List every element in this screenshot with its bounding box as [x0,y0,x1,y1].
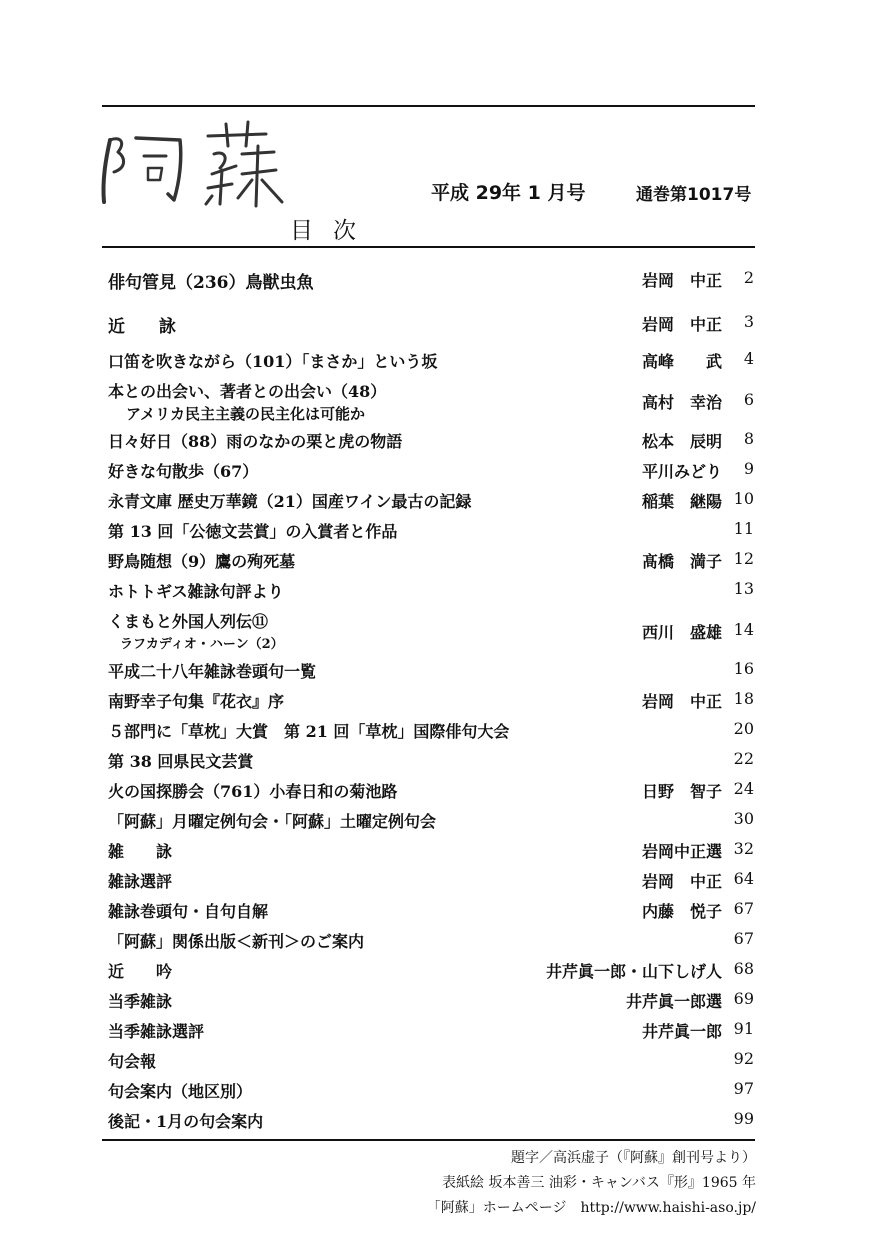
toc-author: 岩岡 中正 [641,872,722,891]
toc-row [108,606,754,656]
toc-author: 日野 智子 [641,782,722,801]
toc-row [108,1076,754,1106]
toc-page-number: 22 [733,749,754,768]
toc-title [108,779,397,802]
toc-title [108,959,172,982]
toc-title [108,659,316,682]
toc-page-number: 12 [733,549,754,568]
toc-row [108,746,754,776]
toc-title-text: 雑詠選評 [108,872,173,891]
toc-title-text: 近 吟 [108,962,173,981]
header-divider [102,246,755,248]
colophon [427,1146,756,1221]
toc-author: 松本 辰明 [641,432,722,451]
toc-author: 平川みどり [641,462,722,481]
toc-page-number: 3 [743,312,754,331]
toc-author: 高村 幸治 [641,393,722,412]
toc-page-number: 64 [733,869,754,888]
toc-title-text: 好きな句散歩（67） [108,462,259,481]
toc-author: 岩岡 中正 [641,692,722,711]
toc-row [108,546,754,576]
toc-row [108,302,754,346]
toc-author: 西川 盛雄 [641,623,722,642]
toc-title-text: ５部門に「草枕」大賞 第 21 回「草枕」国際俳句大会 [108,722,510,741]
toc-row [108,806,754,836]
toc-page-number: 24 [733,779,754,798]
toc-subtitle: ラフカディオ・ハーン（2） [120,637,284,652]
toc-page-number: 4 [743,349,754,368]
toc-author: 岩岡 中正 [641,271,722,290]
toc-title [108,749,253,772]
toc-title-text: 平成二十八年雑詠巻頭句一覧 [108,662,317,681]
top-rule [102,105,755,107]
toc-title-text: 俳句管見（236）鳥獣虫魚 [108,273,314,293]
toc-row [108,836,754,866]
toc-author: 岩岡中正選 [641,842,722,861]
toc-page-number: 99 [733,1109,754,1128]
bottom-rule [102,1139,755,1141]
toc-title-text: 南野幸子句集『花衣』序 [108,692,285,711]
toc-author: 内藤 悦子 [641,902,722,921]
toc-page-number: 67 [733,929,754,948]
toc-page-number: 2 [743,268,754,287]
aso-calligraphy-logo [96,118,296,210]
toc-page-number: 14 [733,620,754,639]
toc-title [108,839,172,862]
mokuji-heading: 目次 [290,218,376,244]
toc-row [108,258,754,302]
toc-title [108,1049,156,1072]
toc-author: 井芹眞一郎 [641,1022,722,1041]
table-of-contents [108,258,754,1136]
toc-title [108,1109,263,1132]
toc-title-text: ホトトギス雑詠句評より [108,582,284,601]
toc-page-number: 30 [733,809,754,828]
issue-total-number: 通巻第1017号 [636,185,752,205]
toc-author: 髙橋 満子 [641,552,722,571]
toc-title [108,929,364,952]
toc-title-text: 第 38 回県民文芸賞 [108,752,254,771]
toc-title-text: 句会案内（地区別） [108,1082,253,1101]
toc-title [108,549,295,572]
toc-row [108,986,754,1016]
toc-author: 稲葉 継陽 [641,492,722,511]
toc-title [108,579,284,602]
toc-title-text: 口笛を吹きながら（101）「まさか」という坂 [108,352,438,371]
toc-row [108,516,754,546]
toc-row [108,486,754,516]
toc-title-text: 句会報 [108,1052,157,1071]
toc-subtitle: アメリカ民主主義の民主化は可能か [126,405,365,423]
toc-title-text: 近 詠 [108,317,176,337]
toc-row [108,576,754,606]
toc-row [108,1016,754,1046]
toc-row [108,896,754,926]
issue-date: 平成 29年 1 月号 [431,182,586,204]
toc-row [108,656,754,686]
toc-title [108,719,509,742]
toc-row [108,426,754,456]
toc-title-text: 永青文庫 歴史万華鏡（21）国産ワイン最古の記録 [108,492,472,511]
toc-title [108,869,172,892]
toc-page-number: 6 [743,390,754,409]
toc-page-number: 97 [733,1079,754,1098]
toc-title [108,609,284,652]
toc-page-number: 18 [733,689,754,708]
toc-row [108,926,754,956]
toc-title-text: 当季雑詠 [108,992,173,1011]
toc-title [108,519,397,542]
toc-title [108,1079,252,1102]
toc-row [108,376,754,426]
toc-title-text: 雑詠巻頭句・自句自解 [108,902,269,921]
toc-page-number: 32 [733,839,754,858]
toc-title [108,489,471,512]
toc-page-number: 68 [733,959,754,978]
colophon-homepage: 「阿蘇」ホームページ http://www.haishi-aso.jp/ [426,1200,756,1216]
toc-title [108,1019,204,1042]
toc-title-text: 「阿蘇」月曜定例句会・「阿蘇」土曜定例句会 [108,812,437,831]
toc-row [108,346,754,376]
toc-row [108,716,754,746]
toc-page-number: 67 [733,899,754,918]
toc-page-number: 92 [733,1049,754,1068]
toc-row [108,956,754,986]
toc-author: 高峰 武 [641,352,722,371]
toc-title [108,312,176,337]
toc-title [108,379,386,424]
toc-title-text: 雑 詠 [108,842,173,861]
toc-row [108,686,754,716]
toc-title-text: 野鳥随想（9）鷹の殉死墓 [108,552,296,571]
toc-title [108,989,172,1012]
colophon-cover-art: 表紙絵 坂本善三 油彩・キャンバス『形』1965 年 [442,1175,756,1191]
toc-title [108,809,436,832]
toc-page-number: 91 [733,1019,754,1038]
toc-title-text: 当季雑詠選評 [108,1022,205,1041]
toc-page-number: 16 [733,659,754,678]
toc-title-text: 後記・1月の句会案内 [108,1112,264,1131]
toc-title-text: 日々好日（88）雨のなかの栗と虎の物語 [108,432,403,451]
toc-title [108,689,284,712]
toc-page-number: 69 [733,989,754,1008]
toc-title [108,349,437,372]
toc-page-number: 9 [743,459,754,478]
toc-row [108,776,754,806]
toc-author: 井芹眞一郎・山下しげ人 [545,962,722,981]
toc-title-text: 「阿蘇」関係出版＜新刊＞のご案内 [108,932,365,951]
toc-title-text: 本との出会い、著者との出会い（48） [108,382,387,401]
toc-page-number: 20 [733,719,754,738]
toc-author: 岩岡 中正 [641,315,722,334]
toc-title-text: 第 13 回「公徳文芸賞」の入賞者と作品 [108,522,398,541]
toc-row [108,456,754,486]
toc-row [108,866,754,896]
toc-row [108,1046,754,1076]
toc-page-number: 13 [733,579,754,598]
toc-row [108,1106,754,1136]
toc-title-text: くまもと外国人列伝⑪ [108,612,269,631]
toc-page-number: 10 [733,489,754,508]
toc-title [108,429,402,452]
toc-title [108,459,258,482]
toc-title-text: 火の国探勝会（761）小春日和の菊池路 [108,782,398,801]
colophon-title-calligraphy: 題字／高浜虚子（『阿蘇』創刊号より） [511,1150,756,1166]
toc-author: 井芹眞一郎選 [625,992,722,1011]
toc-title [108,268,314,293]
toc-page-number: 11 [733,519,754,538]
toc-page-number: 8 [743,429,754,448]
toc-title [108,899,268,922]
